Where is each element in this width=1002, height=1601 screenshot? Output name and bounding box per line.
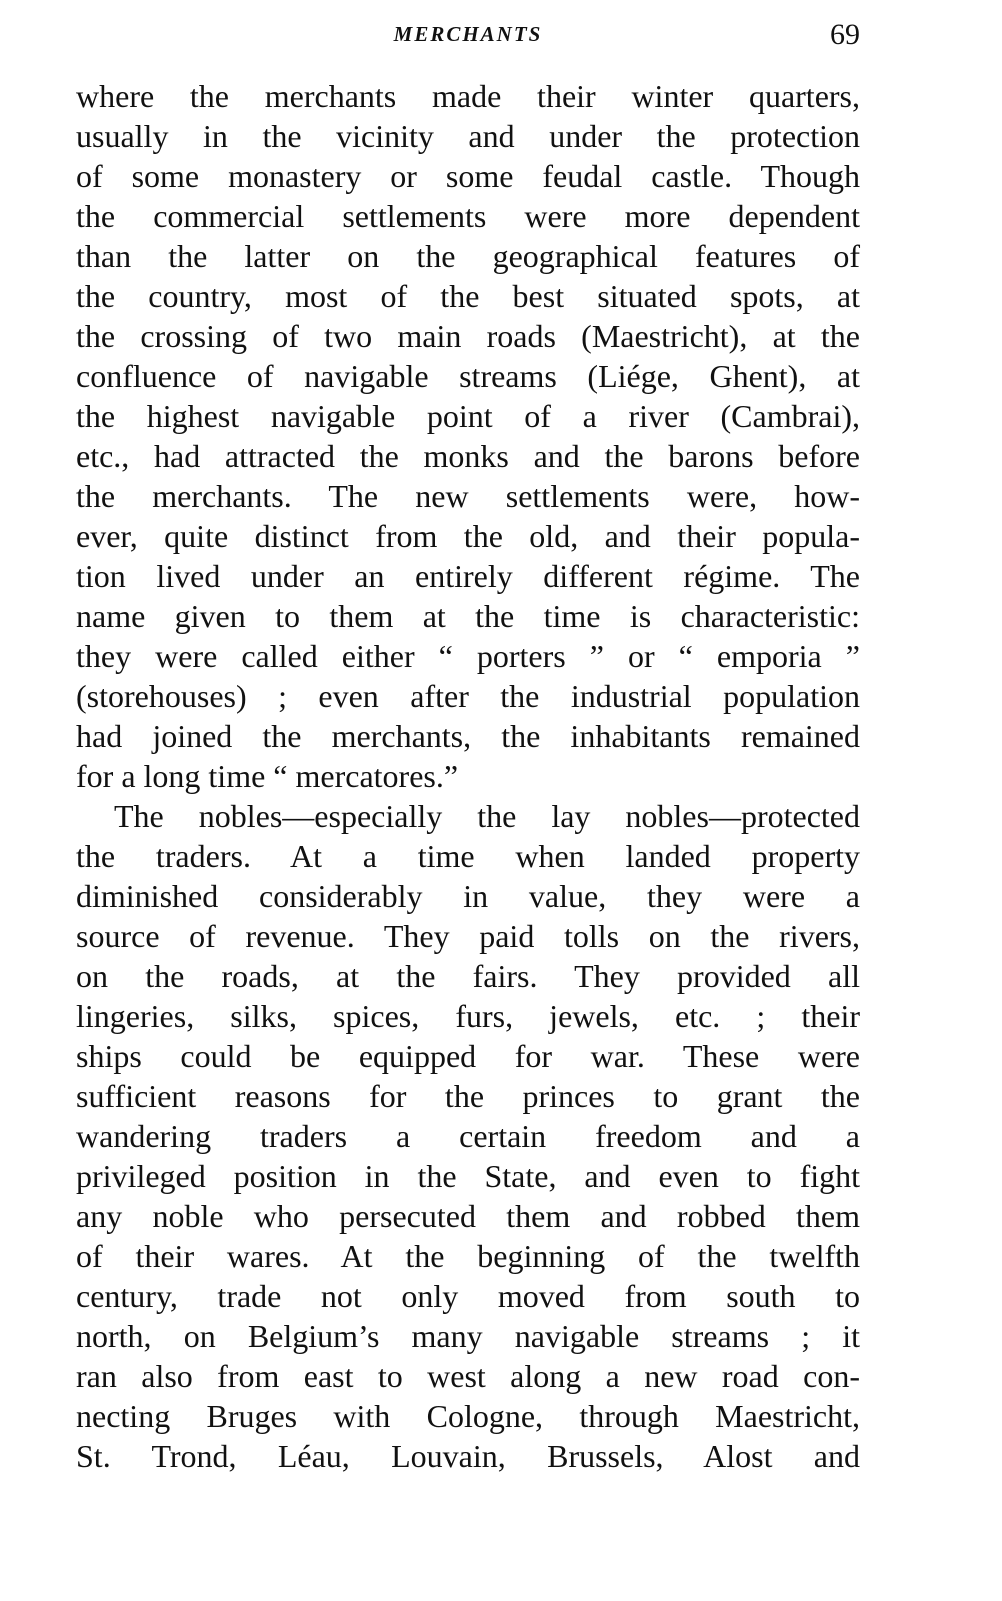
text-line: etc., had attracted the monks and the barons before xyxy=(76,438,860,474)
text-line: the merchants. The new settlements were, how- xyxy=(76,478,860,514)
text-line: (storehouses) ; even after the industrial population xyxy=(76,678,860,714)
text-line: sufficient reasons for the princes to grant the xyxy=(76,1078,860,1114)
running-title: MERCHANTS xyxy=(393,22,543,46)
text-line: diminished considerably in value, they were a xyxy=(76,878,860,914)
text-line: the commercial settlements were more dependent xyxy=(76,198,860,234)
text-line: confluence of navigable streams (Liége, Ghent), at xyxy=(76,358,860,394)
text-line: the crossing of two main roads (Maestricht), at the xyxy=(76,318,860,354)
text-line: ran also from east to west along a new road con- xyxy=(76,1358,860,1394)
text-line: ships could be equipped for war. These were xyxy=(76,1038,860,1074)
text-line: ever, quite distinct from the old, and their popula- xyxy=(76,518,860,554)
text-line: than the latter on the geographical features of xyxy=(76,238,860,274)
text-line: century, trade not only moved from south to xyxy=(76,1278,860,1314)
text-line: for a long time “ mercatores.” xyxy=(76,758,459,794)
text-line: wandering traders a certain freedom and a xyxy=(76,1118,860,1154)
text-line: of their wares. At the beginning of the twelfth xyxy=(76,1238,860,1274)
text-line: usually in the vicinity and under the protection xyxy=(76,118,860,154)
text-line: any noble who persecuted them and robbed them xyxy=(76,1198,860,1234)
text-line: necting Bruges with Cologne, through Maestricht, xyxy=(76,1398,860,1434)
running-head xyxy=(76,18,860,54)
text-line: of some monastery or some feudal castle. Though xyxy=(76,158,860,194)
text-line: had joined the merchants, the inhabitants remained xyxy=(76,718,860,754)
text-line: lingeries, silks, spices, furs, jewels, etc. ; their xyxy=(76,998,860,1034)
text-line: privileged position in the State, and even to fight xyxy=(76,1158,860,1194)
text-line: St. Trond, Léau, Louvain, Brussels, Alost and xyxy=(76,1438,860,1474)
text-line: the country, most of the best situated spots, at xyxy=(76,278,860,314)
page-number: 69 xyxy=(830,18,860,51)
text-line: the traders. At a time when landed property xyxy=(76,838,860,874)
text-line: on the roads, at the fairs. They provided all xyxy=(76,958,860,994)
text-line: source of revenue. They paid tolls on the rivers, xyxy=(76,918,860,954)
text-line: the highest navigable point of a river (Cambrai), xyxy=(76,398,860,434)
text-line: name given to them at the time is characteristic: xyxy=(76,598,860,634)
body-text xyxy=(76,76,860,1476)
text-line: where the merchants made their winter quarters, xyxy=(76,78,860,114)
text-line: they were called either “ porters ” or “ emporia ” xyxy=(76,638,860,674)
text-line: north, on Belgium’s many navigable streams ; it xyxy=(76,1318,860,1354)
text-line: tion lived under an entirely different régime. The xyxy=(76,558,860,594)
paragraph-first-line: The nobles—especially the lay nobles—protected xyxy=(114,798,860,834)
